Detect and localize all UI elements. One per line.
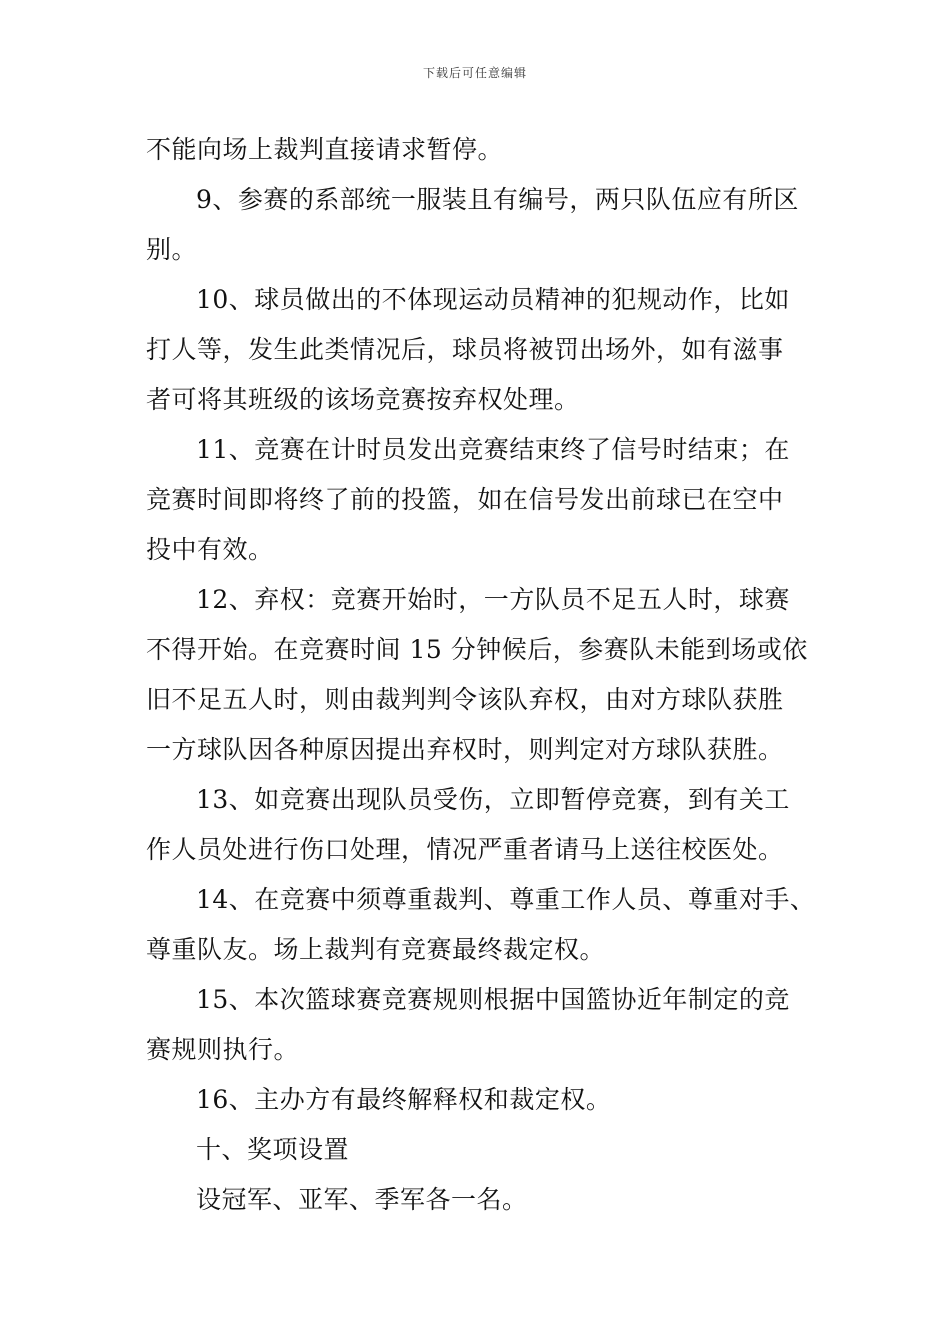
- text-line: 旧不足五人时，则由裁判判令该队弃权，由对方球队获胜: [146, 685, 784, 714]
- text-line: 一方球队因各种原因提出弃权时，则判定对方球队获胜。: [146, 735, 784, 764]
- text-line: 13、如竞赛出现队员受伤，立即暂停竞赛，到有关工: [196, 785, 790, 814]
- text-line: 11、竞赛在计时员发出竞赛结束终了信号时结束；在: [196, 435, 790, 464]
- text-line: 14、在竞赛中须尊重裁判、尊重工作人员、尊重对手、: [196, 885, 816, 914]
- text-line: 作人员处进行伤口处理，情况严重者请马上送往校医处。: [146, 835, 784, 864]
- text-line: 尊重队友。场上裁判有竞赛最终裁定权。: [146, 935, 606, 964]
- document-body: [146, 125, 826, 1225]
- text-line: 别。: [146, 235, 198, 264]
- text-line: 16、主办方有最终解释权和裁定权。: [196, 1085, 612, 1114]
- text-line: 不得开始。在竞赛时间 15 分钟候后，参赛队未能到场或依: [146, 635, 808, 664]
- text-line: 竞赛时间即将终了前的投篮，如在信号发出前球已在空中: [146, 485, 784, 514]
- text-line: 者可将其班级的该场竞赛按弃权处理。: [146, 385, 580, 414]
- text-line: 不能向场上裁判直接请求暂停。: [146, 135, 504, 164]
- section-heading: 十、奖项设置: [196, 1135, 350, 1164]
- page-header: 下载后可任意编辑: [422, 66, 527, 80]
- text-line: 打人等，发生此类情况后，球员将被罚出场外，如有滋事: [146, 335, 784, 364]
- text-line: 9、参赛的系部统一服装且有编号，两只队伍应有所区: [196, 185, 799, 214]
- text-line: 10、球员做出的不体现运动员精神的犯规动作，比如: [196, 285, 790, 314]
- text-line: 赛规则执行。: [146, 1035, 300, 1064]
- text-line: 投中有效。: [146, 535, 274, 564]
- text-line: 设冠军、亚军、季军各一名。: [196, 1185, 528, 1214]
- text-line: 12、弃权：竞赛开始时，一方队员不足五人时，球赛: [196, 585, 790, 614]
- text-line: 15、本次篮球赛竞赛规则根据中国篮协近年制定的竞: [196, 985, 790, 1014]
